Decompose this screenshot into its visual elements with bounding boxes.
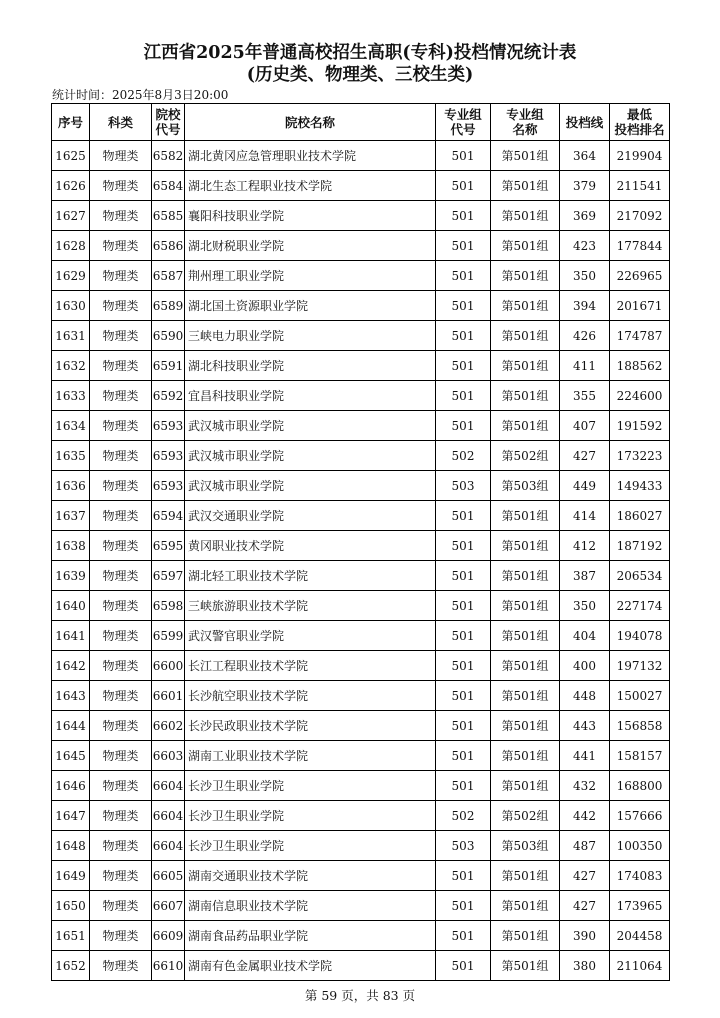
- cell-category: 物理类: [90, 621, 152, 651]
- page-footer: 第 59 页，共 83 页: [304, 988, 416, 1003]
- cell-school-code: 6585: [152, 201, 185, 231]
- cell-category: 物理类: [90, 141, 152, 171]
- cell-category: 物理类: [90, 321, 152, 351]
- cell-major-group-name: 第501组: [491, 651, 560, 681]
- cell-school-name: 湖北国土资源职业学院: [185, 291, 436, 321]
- cell-school-name: 湖北财税职业学院: [185, 231, 436, 261]
- cell-seq: 1636: [52, 471, 90, 501]
- cell-min-rank: 206534: [610, 561, 670, 591]
- cell-major-group-name: 第501组: [491, 381, 560, 411]
- cell-category: 物理类: [90, 381, 152, 411]
- cell-category: 物理类: [90, 801, 152, 831]
- cell-min-rank: 173965: [610, 891, 670, 921]
- cell-category: 物理类: [90, 741, 152, 771]
- cell-score-line: 404: [560, 621, 610, 651]
- table-row: [52, 201, 670, 231]
- table-row: [52, 351, 670, 381]
- cell-seq: 1634: [52, 411, 90, 441]
- table-row: [52, 951, 670, 981]
- cell-score-line: 400: [560, 651, 610, 681]
- cell-major-group-code: 501: [436, 141, 491, 171]
- cell-min-rank: 177844: [610, 231, 670, 261]
- table-row: [52, 471, 670, 501]
- cell-major-group-code: 501: [436, 531, 491, 561]
- cell-score-line: 427: [560, 861, 610, 891]
- cell-major-group-code: 501: [436, 921, 491, 951]
- cell-school-name: 长江工程职业技术学院: [185, 651, 436, 681]
- cell-major-group-name: 第501组: [491, 741, 560, 771]
- cell-min-rank: 201671: [610, 291, 670, 321]
- cell-major-group-code: 501: [436, 591, 491, 621]
- cell-score-line: 387: [560, 561, 610, 591]
- cell-major-group-name: 第501组: [491, 171, 560, 201]
- cell-school-name: 宜昌科技职业学院: [185, 381, 436, 411]
- cell-category: 物理类: [90, 891, 152, 921]
- cell-min-rank: 197132: [610, 651, 670, 681]
- table-row: [52, 501, 670, 531]
- cell-school-code: 6597: [152, 561, 185, 591]
- cell-major-group-name: 第503组: [491, 471, 560, 501]
- cell-seq: 1646: [52, 771, 90, 801]
- cell-major-group-code: 501: [436, 621, 491, 651]
- cell-major-group-name: 第501组: [491, 231, 560, 261]
- cell-seq: 1643: [52, 681, 90, 711]
- cell-min-rank: 158157: [610, 741, 670, 771]
- cell-category: 物理类: [90, 351, 152, 381]
- cell-min-rank: 168800: [610, 771, 670, 801]
- page-number: 59: [321, 988, 338, 1003]
- table-row: [52, 861, 670, 891]
- cell-major-group-name: 第501组: [491, 201, 560, 231]
- cell-major-group-code: 501: [436, 261, 491, 291]
- cell-school-name: 湖南信息职业技术学院: [185, 891, 436, 921]
- cell-category: 物理类: [90, 441, 152, 471]
- table-row: [52, 291, 670, 321]
- cell-category: 物理类: [90, 861, 152, 891]
- cell-category: 物理类: [90, 501, 152, 531]
- cell-min-rank: 187192: [610, 531, 670, 561]
- cell-school-name: 湖南有色金属职业技术学院: [185, 951, 436, 981]
- header-seq: 序号: [52, 104, 90, 141]
- cell-major-group-name: 第502组: [491, 441, 560, 471]
- cell-min-rank: 219904: [610, 141, 670, 171]
- table-row: [52, 561, 670, 591]
- admission-table: [51, 103, 670, 981]
- cell-score-line: 427: [560, 891, 610, 921]
- cell-school-code: 6600: [152, 651, 185, 681]
- cell-major-group-code: 501: [436, 201, 491, 231]
- cell-category: 物理类: [90, 411, 152, 441]
- cell-school-code: 6604: [152, 801, 185, 831]
- cell-seq: 1652: [52, 951, 90, 981]
- cell-seq: 1637: [52, 501, 90, 531]
- cell-score-line: 441: [560, 741, 610, 771]
- cell-category: 物理类: [90, 591, 152, 621]
- cell-min-rank: 174083: [610, 861, 670, 891]
- cell-school-name: 湖北黄冈应急管理职业技术学院: [185, 141, 436, 171]
- cell-min-rank: 150027: [610, 681, 670, 711]
- cell-major-group-code: 502: [436, 441, 491, 471]
- table-row: [52, 141, 670, 171]
- cell-school-name: 湖南食品药品职业学院: [185, 921, 436, 951]
- header-major-group-code: 专业组 代号: [436, 104, 491, 141]
- cell-major-group-code: 501: [436, 291, 491, 321]
- cell-school-name: 武汉城市职业学院: [185, 471, 436, 501]
- cell-major-group-code: 501: [436, 351, 491, 381]
- cell-category: 物理类: [90, 831, 152, 861]
- cell-school-code: 6610: [152, 951, 185, 981]
- cell-major-group-code: 503: [436, 831, 491, 861]
- cell-score-line: 364: [560, 141, 610, 171]
- cell-school-name: 武汉城市职业学院: [185, 441, 436, 471]
- table-row: [52, 321, 670, 351]
- cell-seq: 1641: [52, 621, 90, 651]
- cell-score-line: 350: [560, 591, 610, 621]
- cell-min-rank: 173223: [610, 441, 670, 471]
- table-row: [52, 231, 670, 261]
- cell-school-name: 武汉城市职业学院: [185, 411, 436, 441]
- cell-score-line: 390: [560, 921, 610, 951]
- cell-major-group-name: 第501组: [491, 501, 560, 531]
- cell-seq: 1631: [52, 321, 90, 351]
- cell-school-name: 湖北科技职业学院: [185, 351, 436, 381]
- cell-category: 物理类: [90, 531, 152, 561]
- cell-category: 物理类: [90, 171, 152, 201]
- cell-score-line: 411: [560, 351, 610, 381]
- cell-seq: 1642: [52, 651, 90, 681]
- cell-min-rank: 227174: [610, 591, 670, 621]
- cell-category: 物理类: [90, 771, 152, 801]
- cell-score-line: 379: [560, 171, 610, 201]
- cell-major-group-code: 501: [436, 501, 491, 531]
- cell-school-name: 长沙卫生职业学院: [185, 831, 436, 861]
- cell-seq: 1640: [52, 591, 90, 621]
- table-row: [52, 801, 670, 831]
- cell-min-rank: 157666: [610, 801, 670, 831]
- cell-score-line: 426: [560, 321, 610, 351]
- table-row: [52, 711, 670, 741]
- cell-school-name: 武汉警官职业学院: [185, 621, 436, 651]
- cell-score-line: 442: [560, 801, 610, 831]
- header-min-rank: 最低 投档排名: [610, 104, 670, 141]
- cell-seq: 1651: [52, 921, 90, 951]
- cell-min-rank: 186027: [610, 501, 670, 531]
- cell-school-name: 襄阳科技职业学院: [185, 201, 436, 231]
- cell-category: 物理类: [90, 201, 152, 231]
- table-row: [52, 891, 670, 921]
- cell-seq: 1645: [52, 741, 90, 771]
- cell-major-group-name: 第501组: [491, 351, 560, 381]
- cell-school-name: 湖北轻工职业技术学院: [185, 561, 436, 591]
- cell-school-code: 6582: [152, 141, 185, 171]
- cell-major-group-code: 501: [436, 321, 491, 351]
- cell-school-name: 长沙民政职业技术学院: [185, 711, 436, 741]
- cell-score-line: 369: [560, 201, 610, 231]
- cell-min-rank: 194078: [610, 621, 670, 651]
- cell-school-name: 长沙卫生职业学院: [185, 801, 436, 831]
- cell-min-rank: 174787: [610, 321, 670, 351]
- cell-school-name: 长沙航空职业技术学院: [185, 681, 436, 711]
- header-school-name: 院校名称: [185, 104, 436, 141]
- cell-min-rank: 188562: [610, 351, 670, 381]
- cell-score-line: 448: [560, 681, 610, 711]
- cell-category: 物理类: [90, 231, 152, 261]
- cell-school-code: 6592: [152, 381, 185, 411]
- cell-major-group-code: 501: [436, 741, 491, 771]
- cell-category: 物理类: [90, 561, 152, 591]
- table-row: [52, 591, 670, 621]
- cell-min-rank: 224600: [610, 381, 670, 411]
- cell-major-group-code: 501: [436, 861, 491, 891]
- cell-seq: 1627: [52, 201, 90, 231]
- cell-school-code: 6587: [152, 261, 185, 291]
- cell-min-rank: 211064: [610, 951, 670, 981]
- cell-category: 物理类: [90, 261, 152, 291]
- header-score-line: 投档线: [560, 104, 610, 141]
- cell-school-name: 三峡电力职业学院: [185, 321, 436, 351]
- cell-school-code: 6593: [152, 471, 185, 501]
- cell-major-group-name: 第502组: [491, 801, 560, 831]
- cell-category: 物理类: [90, 681, 152, 711]
- cell-seq: 1648: [52, 831, 90, 861]
- cell-min-rank: 191592: [610, 411, 670, 441]
- cell-score-line: 487: [560, 831, 610, 861]
- header-category: 科类: [90, 104, 152, 141]
- cell-major-group-code: 501: [436, 651, 491, 681]
- cell-major-group-name: 第501组: [491, 321, 560, 351]
- table-row: [52, 261, 670, 291]
- cell-major-group-code: 501: [436, 711, 491, 741]
- table-row: [52, 651, 670, 681]
- cell-min-rank: 156858: [610, 711, 670, 741]
- cell-school-name: 黄冈职业技术学院: [185, 531, 436, 561]
- cell-score-line: 414: [560, 501, 610, 531]
- cell-score-line: 443: [560, 711, 610, 741]
- cell-school-code: 6602: [152, 711, 185, 741]
- cell-category: 物理类: [90, 711, 152, 741]
- cell-major-group-code: 501: [436, 951, 491, 981]
- header-major-group-name: 专业组 名称: [491, 104, 560, 141]
- cell-major-group-name: 第501组: [491, 291, 560, 321]
- cell-school-name: 三峡旅游职业技术学院: [185, 591, 436, 621]
- page-subtitle: (历史类、物理类、三校生类): [246, 65, 474, 85]
- cell-major-group-name: 第501组: [491, 561, 560, 591]
- stats-time: 统计时间：2025年8月3日20:00: [52, 88, 229, 102]
- cell-school-code: 6598: [152, 591, 185, 621]
- cell-score-line: 394: [560, 291, 610, 321]
- cell-school-name: 湖南工业职业技术学院: [185, 741, 436, 771]
- cell-seq: 1647: [52, 801, 90, 831]
- cell-school-code: 6599: [152, 621, 185, 651]
- cell-school-name: 荆州理工职业学院: [185, 261, 436, 291]
- cell-school-code: 6609: [152, 921, 185, 951]
- cell-major-group-name: 第501组: [491, 591, 560, 621]
- cell-score-line: 412: [560, 531, 610, 561]
- cell-seq: 1629: [52, 261, 90, 291]
- cell-seq: 1626: [52, 171, 90, 201]
- cell-major-group-code: 501: [436, 171, 491, 201]
- cell-seq: 1644: [52, 711, 90, 741]
- cell-major-group-code: 501: [436, 771, 491, 801]
- header-school-code: 院校 代号: [152, 104, 185, 141]
- table-row: [52, 621, 670, 651]
- cell-major-group-name: 第501组: [491, 531, 560, 561]
- cell-school-code: 6604: [152, 831, 185, 861]
- cell-min-rank: 149433: [610, 471, 670, 501]
- cell-seq: 1650: [52, 891, 90, 921]
- table-row: [52, 381, 670, 411]
- cell-category: 物理类: [90, 471, 152, 501]
- cell-score-line: 427: [560, 441, 610, 471]
- cell-school-code: 6589: [152, 291, 185, 321]
- cell-major-group-code: 503: [436, 471, 491, 501]
- cell-school-code: 6601: [152, 681, 185, 711]
- cell-major-group-name: 第501组: [491, 261, 560, 291]
- table-row: [52, 411, 670, 441]
- cell-school-code: 6605: [152, 861, 185, 891]
- cell-major-group-code: 501: [436, 411, 491, 441]
- table-row: [52, 531, 670, 561]
- table-row: [52, 921, 670, 951]
- cell-min-rank: 204458: [610, 921, 670, 951]
- table-row: [52, 741, 670, 771]
- cell-major-group-code: 501: [436, 891, 491, 921]
- cell-seq: 1632: [52, 351, 90, 381]
- cell-category: 物理类: [90, 651, 152, 681]
- cell-major-group-code: 502: [436, 801, 491, 831]
- cell-score-line: 350: [560, 261, 610, 291]
- cell-score-line: 432: [560, 771, 610, 801]
- cell-school-code: 6594: [152, 501, 185, 531]
- cell-score-line: 407: [560, 411, 610, 441]
- table-row: [52, 171, 670, 201]
- cell-seq: 1625: [52, 141, 90, 171]
- table-row: [52, 771, 670, 801]
- cell-school-code: 6607: [152, 891, 185, 921]
- cell-major-group-name: 第501组: [491, 411, 560, 441]
- cell-min-rank: 217092: [610, 201, 670, 231]
- cell-school-code: 6591: [152, 351, 185, 381]
- cell-school-code: 6603: [152, 741, 185, 771]
- cell-score-line: 355: [560, 381, 610, 411]
- cell-min-rank: 100350: [610, 831, 670, 861]
- cell-school-name: 长沙卫生职业学院: [185, 771, 436, 801]
- cell-seq: 1635: [52, 441, 90, 471]
- cell-min-rank: 211541: [610, 171, 670, 201]
- table-row: [52, 441, 670, 471]
- cell-major-group-name: 第501组: [491, 951, 560, 981]
- cell-major-group-name: 第501组: [491, 891, 560, 921]
- cell-seq: 1628: [52, 231, 90, 261]
- cell-school-code: 6604: [152, 771, 185, 801]
- cell-category: 物理类: [90, 951, 152, 981]
- cell-major-group-name: 第501组: [491, 711, 560, 741]
- cell-school-name: 湖南交通职业技术学院: [185, 861, 436, 891]
- cell-major-group-name: 第501组: [491, 771, 560, 801]
- cell-school-code: 6593: [152, 411, 185, 441]
- table-row: [52, 831, 670, 861]
- cell-major-group-name: 第501组: [491, 141, 560, 171]
- cell-major-group-name: 第501组: [491, 681, 560, 711]
- cell-major-group-name: 第503组: [491, 831, 560, 861]
- cell-seq: 1638: [52, 531, 90, 561]
- cell-major-group-code: 501: [436, 381, 491, 411]
- cell-major-group-name: 第501组: [491, 621, 560, 651]
- page-total: 83: [382, 988, 399, 1003]
- cell-school-name: 湖北生态工程职业技术学院: [185, 171, 436, 201]
- cell-school-code: 6593: [152, 441, 185, 471]
- cell-seq: 1649: [52, 861, 90, 891]
- cell-major-group-name: 第501组: [491, 921, 560, 951]
- cell-school-code: 6595: [152, 531, 185, 561]
- cell-major-group-code: 501: [436, 681, 491, 711]
- cell-school-name: 武汉交通职业学院: [185, 501, 436, 531]
- cell-score-line: 423: [560, 231, 610, 261]
- table-row: [52, 681, 670, 711]
- cell-category: 物理类: [90, 921, 152, 951]
- cell-seq: 1630: [52, 291, 90, 321]
- cell-school-code: 6586: [152, 231, 185, 261]
- cell-seq: 1639: [52, 561, 90, 591]
- table-header-row: [52, 104, 670, 141]
- cell-major-group-name: 第501组: [491, 861, 560, 891]
- cell-seq: 1633: [52, 381, 90, 411]
- cell-score-line: 380: [560, 951, 610, 981]
- cell-min-rank: 226965: [610, 261, 670, 291]
- cell-school-code: 6584: [152, 171, 185, 201]
- cell-school-code: 6590: [152, 321, 185, 351]
- cell-major-group-code: 501: [436, 231, 491, 261]
- cell-score-line: 449: [560, 471, 610, 501]
- cell-category: 物理类: [90, 291, 152, 321]
- cell-major-group-code: 501: [436, 561, 491, 591]
- page-title: 江西省2025年普通高校招生高职(专科)投档情况统计表: [143, 43, 577, 63]
